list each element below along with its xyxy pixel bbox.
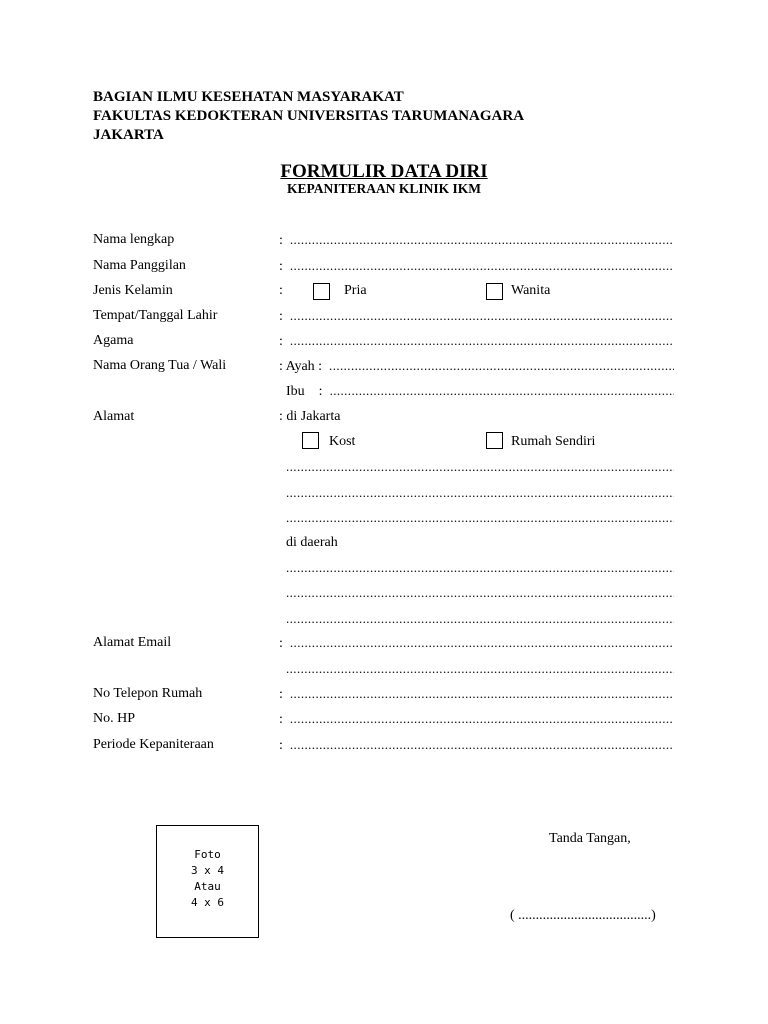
dotted-line: [286, 559, 674, 577]
field-no-telepon-rumah[interactable]: [279, 685, 674, 704]
label-alamat-email: Alamat Email: [93, 635, 172, 650]
field-alamat-email-2[interactable]: [286, 660, 674, 678]
colon: :: [279, 636, 290, 651]
field-periode-kepaniteraan[interactable]: [279, 736, 674, 755]
field-alamat-daerah-1[interactable]: [286, 559, 674, 577]
option-kost-label: Kost: [329, 434, 356, 449]
label-agama: Agama: [93, 333, 134, 348]
checkbox-wanita[interactable]: [486, 283, 503, 300]
dotted-line: [290, 736, 674, 754]
field-no-hp[interactable]: [279, 710, 674, 729]
dotted-line: [290, 332, 674, 350]
signature-label: Tanda Tangan,: [549, 831, 631, 846]
field-alamat-email[interactable]: [279, 634, 674, 653]
dotted-line: [290, 257, 674, 275]
label-nama-lengkap: Nama lengkap: [93, 232, 175, 247]
institution-line-1: BAGIAN ILMU KESEHATAN MASYARAKAT: [93, 89, 404, 105]
field-ayah[interactable]: [279, 357, 674, 376]
photo-line-1: Foto: [194, 848, 221, 861]
colon: :: [279, 738, 290, 753]
field-ibu[interactable]: [286, 382, 674, 401]
field-alamat-jakarta-3[interactable]: [286, 509, 674, 527]
signature-line[interactable]: ( ......................................): [510, 908, 656, 923]
checkbox-rumah-sendiri[interactable]: [486, 432, 503, 449]
photo-instructions: [156, 847, 259, 911]
option-pria-label: Pria: [344, 283, 367, 298]
label-jenis-kelamin: Jenis Kelamin: [93, 283, 173, 298]
institution-line-2: FAKULTAS KEDOKTERAN UNIVERSITAS TARUMANAGARA: [93, 108, 525, 124]
dotted-line: [286, 584, 674, 602]
colon: :: [279, 687, 290, 702]
dotted-line: [330, 382, 674, 400]
colon: :: [279, 309, 290, 324]
dotted-line: [286, 610, 674, 628]
di-jakarta-label: : di Jakarta: [279, 409, 341, 424]
option-wanita-label: Wanita: [511, 283, 551, 298]
label-periode-kepaniteraan: Periode Kepaniteraan: [93, 737, 214, 752]
di-daerah-label: di daerah: [286, 535, 338, 550]
form-title: FORMULIR DATA DIRI: [280, 161, 488, 182]
field-alamat-daerah-3[interactable]: [286, 610, 674, 628]
label-no-hp: No. HP: [93, 711, 136, 726]
ibu-prefix: Ibu :: [286, 384, 330, 399]
photo-line-2: 3 x 4: [190, 864, 225, 877]
field-alamat-jakarta-2[interactable]: [286, 484, 674, 502]
field-alamat-daerah-2[interactable]: [286, 584, 674, 602]
field-nama-panggilan[interactable]: [279, 257, 674, 276]
photo-line-4: 4 x 6: [190, 896, 225, 909]
colon: :: [279, 283, 283, 298]
colon: :: [279, 233, 290, 248]
form-subtitle: KEPANITERAAN KLINIK IKM: [286, 181, 482, 196]
label-tempat-tanggal-lahir: Tempat/Tanggal Lahir: [93, 308, 218, 323]
field-agama[interactable]: [279, 332, 674, 351]
ayah-prefix: : Ayah :: [279, 359, 330, 374]
dotted-line: [286, 660, 674, 678]
dotted-line: [286, 458, 674, 476]
colon: :: [279, 712, 290, 727]
photo-line-3: Atau: [194, 880, 221, 893]
colon: :: [279, 334, 290, 349]
option-rumah-sendiri-label: Rumah Sendiri: [511, 434, 596, 449]
dotted-line: [329, 357, 674, 375]
colon: :: [279, 259, 290, 274]
label-nama-panggilan: Nama Panggilan: [93, 258, 186, 273]
field-alamat-jakarta-1[interactable]: [286, 458, 674, 476]
dotted-line: [290, 710, 674, 728]
dotted-line: [286, 484, 674, 502]
institution-line-3: JAKARTA: [93, 127, 164, 143]
checkbox-pria[interactable]: [313, 283, 330, 300]
checkbox-kost[interactable]: [302, 432, 319, 449]
label-no-telepon-rumah: No Telepon Rumah: [93, 686, 203, 701]
field-tempat-tanggal-lahir[interactable]: [279, 307, 674, 326]
dotted-line: [290, 634, 674, 652]
dotted-line: [290, 685, 674, 703]
field-nama-lengkap[interactable]: [279, 231, 674, 250]
label-nama-orang-tua: Nama Orang Tua / Wali: [93, 358, 227, 373]
label-alamat: Alamat: [93, 409, 135, 424]
dotted-line: [290, 231, 674, 249]
dotted-line: [286, 509, 674, 527]
dotted-line: [290, 307, 674, 325]
